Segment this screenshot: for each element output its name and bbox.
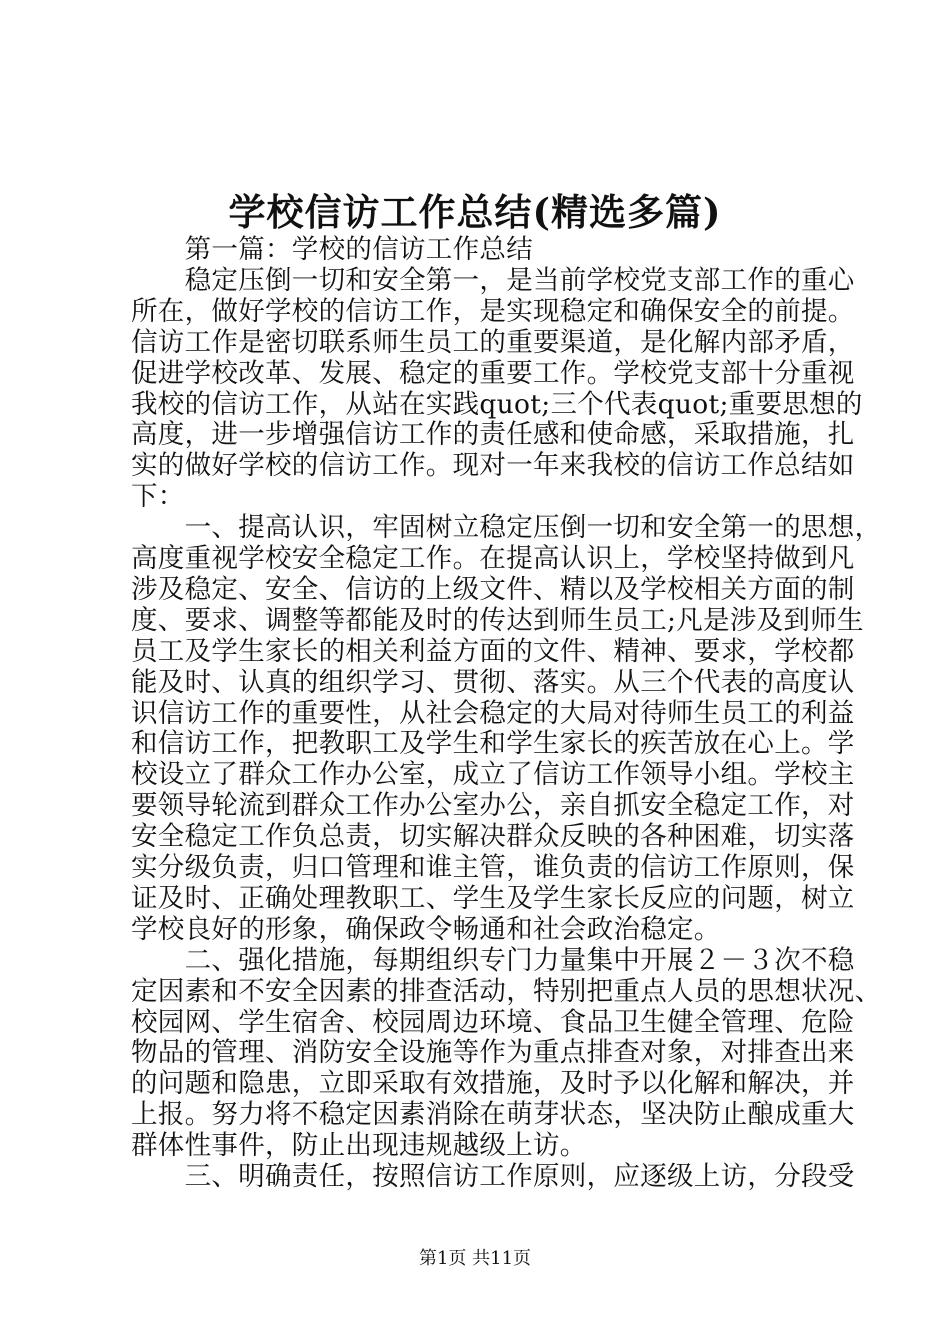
text-line: 安全稳定工作负总责，切实解决群众反映的各种困难，切实落 [131, 821, 855, 853]
text-line: 和信访工作，把教职工及学生和学生家长的疾苦放在心上。学 [131, 728, 855, 760]
text-line: 涉及稳定、安全、信访的上级文件、精以及学校相关方面的制 [131, 573, 855, 605]
text-line: 第一篇：学校的信访工作总结 [131, 234, 533, 265]
text-line: 校园网、学生宿舍、校园周边环境、食品卫生健全管理、危险 [131, 1006, 855, 1038]
text-line: 证及时、正确处理教职工、学生及学生家长反应的问题，树立 [131, 882, 855, 914]
text-line: 员工及学生家长的相关利益方面的文件、精神、要求，学校都 [131, 635, 855, 667]
text-line: 学校良好的形象，确保政令畅通和社会政治稳定。 [131, 913, 721, 945]
text-line: 实的做好学校的信访工作。现对一年来我校的信访工作总结如 [131, 450, 855, 482]
text-line: 校设立了群众工作办公室，成立了信访工作领导小组。学校主 [131, 759, 855, 791]
text-line: 二、强化措施，每期组织专门力量集中开展２－３次不稳 [131, 944, 855, 976]
text-line: 稳定压倒一切和安全第一，是当前学校党支部工作的重心 [131, 264, 855, 296]
text-line: 一、提高认识，牢固树立稳定压倒一切和安全第一的思想， [131, 512, 882, 544]
text-line: 的问题和隐患，立即采取有效措施，及时予以化解和解决，并 [131, 1068, 855, 1100]
document-title: 学校信访工作总结(精选多篇) [228, 190, 722, 234]
page-footer: 第1页 共11页 [418, 1248, 532, 1269]
text-line: 我校的信访工作，从站在实践quot;三个代表quot;重要思想的 [131, 388, 863, 420]
text-line: 识信访工作的重要性，从社会稳定的大局对待师生员工的利益 [131, 697, 855, 729]
text-line: 促进学校改革、发展、稳定的重要工作。学校党支部十分重视 [131, 357, 855, 389]
text-line: 要领导轮流到群众工作办公室办公，亲自抓安全稳定工作，对 [131, 790, 855, 822]
text-line: 定因素和不安全因素的排查活动，特别把重点人员的思想状况、 [131, 975, 882, 1007]
text-line: 三、明确责任，按照信访工作原则，应逐级上访，分段受 [131, 1161, 855, 1192]
text-line: 信访工作是密切联系师生员工的重要渠道，是化解内部矛盾， [131, 326, 855, 358]
text-line: 实分级负责，归口管理和谁主管，谁负责的信访工作原则，保 [131, 852, 855, 883]
text-line: 物品的管理、消防安全设施等作为重点排查对象，对排查出来 [131, 1037, 855, 1069]
text-line: 能及时、认真的组织学习、贯彻、落实。从三个代表的高度认 [131, 666, 855, 698]
text-line: 所在，做好学校的信访工作，是实现稳定和确保安全的前提。 [131, 295, 855, 327]
text-line: 度、要求、调整等都能及时的传达到师生员工;凡是涉及到师生 [131, 604, 864, 636]
text-line: 群体性事件，防止出现违规越级上访。 [131, 1130, 587, 1162]
text-line: 高度重视学校安全稳定工作。在提高认识上，学校坚持做到凡 [131, 543, 855, 574]
text-line: 下： [131, 481, 185, 513]
text-line: 上报。努力将不稳定因素消除在萌芽状态，坚决防止酿成重大 [131, 1099, 855, 1131]
text-line: 高度，进一步增强信访工作的责任感和使命感，采取措施，扎 [131, 419, 855, 451]
